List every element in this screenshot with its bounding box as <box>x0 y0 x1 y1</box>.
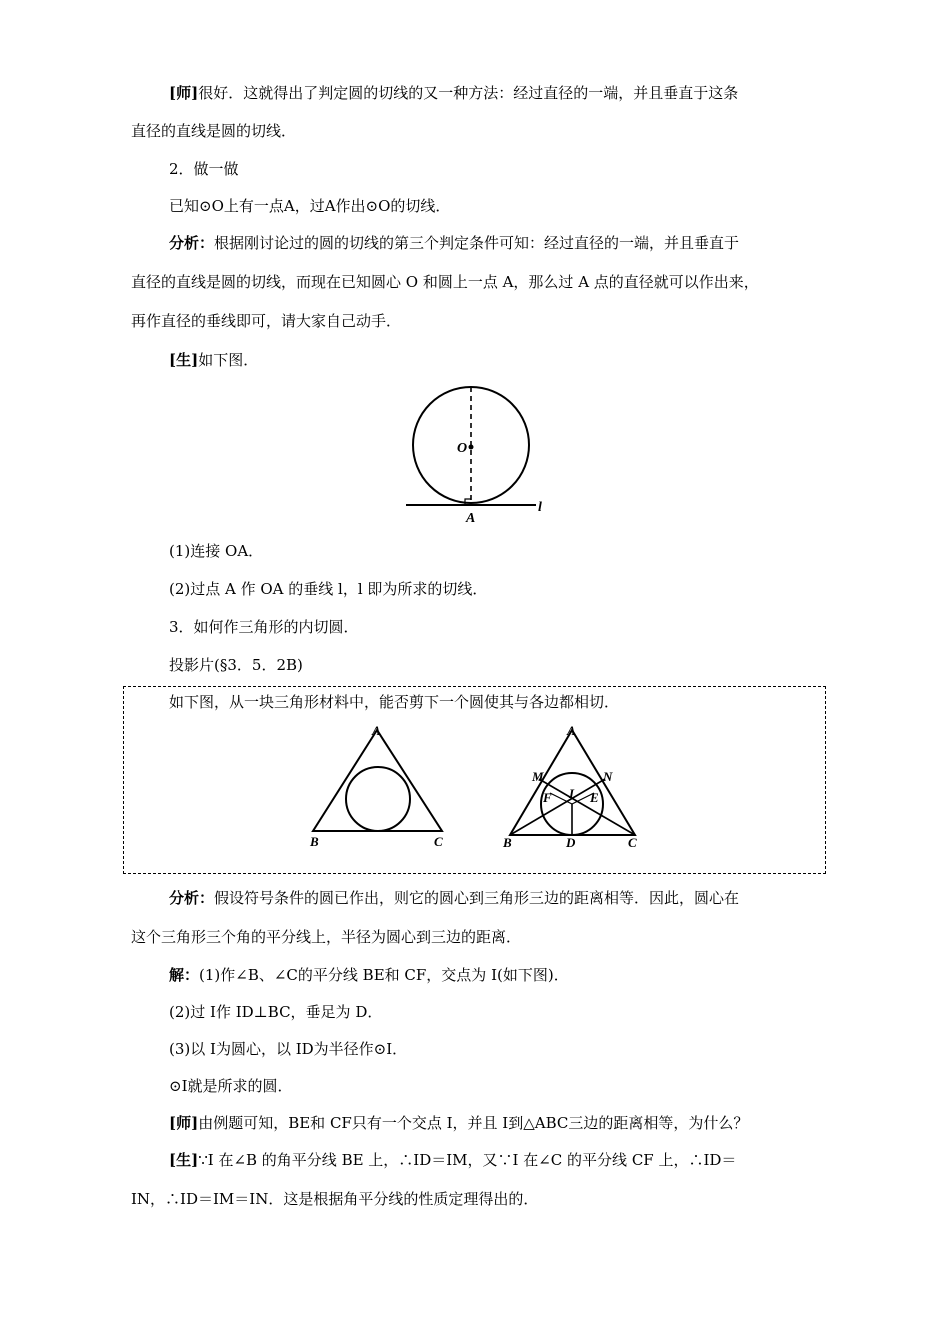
solution-step-2: (2)过 I作 ID⊥BC，垂足为 D． <box>169 1003 383 1021</box>
analysis-text-1: 假设符号条件的圆已作出，则它的圆心到三角形三边的距离相等．因此，圆心在 <box>214 889 740 907</box>
analysis-text-3: 再作直径的垂线即可，请大家自己动手． <box>131 312 402 330</box>
teacher-tag: [师] <box>169 84 199 102</box>
label-l: l <box>538 500 542 515</box>
solution-step-1 <box>169 965 569 985</box>
teacher-tag: [师] <box>169 1114 199 1132</box>
student-tag: [生] <box>169 351 199 369</box>
step-2: (2)过点 A 作 OA 的垂线 l，l 即为所求的切线． <box>169 580 488 598</box>
label-m: M <box>532 769 544 784</box>
projection-box <box>123 686 826 874</box>
bisector-cf <box>539 779 635 835</box>
item-2-heading: 2．做一做 <box>169 160 239 178</box>
center-point <box>469 445 474 450</box>
solution-label: 解： <box>169 966 200 984</box>
triangle-figure-construction <box>495 720 655 855</box>
analysis-label: 分析： <box>169 889 215 907</box>
student-paragraph-2 <box>169 1150 736 1170</box>
label-b: B <box>503 835 512 850</box>
label-c: C <box>434 834 443 849</box>
tangent-figure <box>400 380 560 530</box>
incircle <box>346 767 410 831</box>
label-c: C <box>628 835 637 850</box>
item-3-heading: 3．如何作三角形的内切圆． <box>169 618 359 636</box>
label-a: A <box>567 723 576 738</box>
teacher-text: 由例题可知，BE和 CF只有一个交点 I，并且 I到△ABC三边的距离相等，为什么？ <box>198 1114 749 1132</box>
analysis-paragraph-1 <box>169 233 739 253</box>
student-tag: [生] <box>169 1151 199 1169</box>
label-o: O <box>457 441 468 456</box>
label-i: I <box>569 786 575 801</box>
label-b: B <box>310 834 319 849</box>
student-text: 如下图． <box>198 351 259 369</box>
student-text-1: ∵I 在∠B 的角平分线 BE 上，∴ID＝IM，又∵I 在∠C 的平分线 CF 上，∴ID＝ <box>198 1151 737 1169</box>
step-1: (1)连接 OA． <box>169 542 264 560</box>
solution-conclusion: ⊙I就是所求的圆． <box>169 1077 293 1095</box>
slide-reference: 投影片(§3．5．2B) <box>169 656 303 674</box>
bisector-be <box>510 779 605 835</box>
solution-text-1: (1)作∠B、∠C的平分线 BE和 CF，交点为 I(如下图)． <box>199 966 569 984</box>
teacher-text: 很好．这就得出了判定圆的切线的又一种方法：经过直径的一端，并且垂直于这条 <box>198 84 739 102</box>
solution-step-3: (3)以 I为圆心，以 ID为半径作⊙I． <box>169 1040 408 1058</box>
teacher-paragraph-cont: 直径的直线是圆的切线． <box>131 122 297 140</box>
label-e: E <box>590 790 599 805</box>
analysis-text-2: 这个三角形三个角的平分线上，半径为圆心到三边的距离． <box>131 928 522 946</box>
analysis-text-2: 直径的直线是圆的切线，而现在已知圆心 O 和圆上一点 A，那么过 A 点的直径就可以作出来， <box>131 273 759 291</box>
student-paragraph-1 <box>169 350 258 370</box>
triangle-figure-plain <box>300 720 460 855</box>
teacher-paragraph-2 <box>169 1113 748 1133</box>
triangle-abc <box>313 730 442 831</box>
task-statement: 已知⊙O上有一点A，过A作出⊙O的切线． <box>169 197 451 215</box>
analysis-paragraph-2 <box>169 888 739 908</box>
label-n: N <box>603 769 613 784</box>
analysis-label: 分析： <box>169 234 215 252</box>
label-a: A <box>372 723 381 738</box>
label-a: A <box>466 511 476 526</box>
teacher-paragraph <box>169 83 738 103</box>
label-f: F <box>543 790 552 805</box>
student-text-2: IN，∴ID＝IM＝IN．这是根据角平分线的性质定理得出的． <box>131 1190 539 1208</box>
box-question: 如下图，从一块三角形材料中，能否剪下一个圆使其与各边都相切． <box>169 693 620 711</box>
label-d: D <box>566 835 576 850</box>
analysis-text-1: 根据刚讨论过的圆的切线的第三个判定条件可知：经过直径的一端，并且垂直于 <box>214 234 740 252</box>
